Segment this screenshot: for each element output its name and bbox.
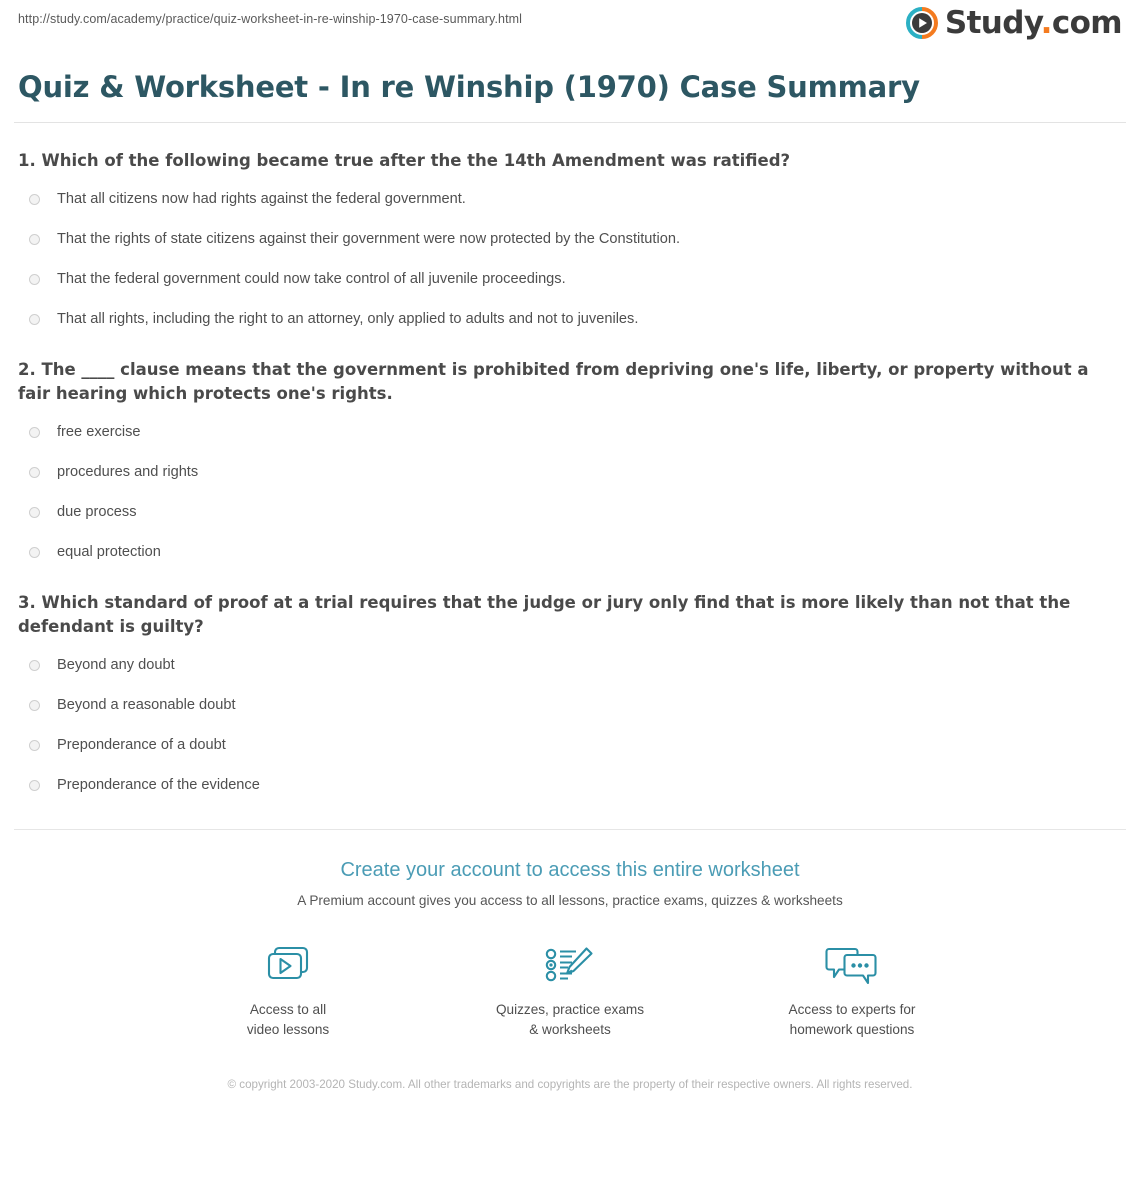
radio-button[interactable] (29, 274, 40, 285)
options-list (18, 652, 1126, 798)
option-item[interactable] (18, 772, 1126, 798)
copyright-notice: © copyright 2003-2020 Study.com. All other trademarks and copyrights are the property of their respective owners. All rights reserved. (227, 1078, 913, 1091)
feature-label-line2: video lessons (246, 1022, 330, 1037)
question-2 (18, 358, 1126, 565)
question-text: 1. Which of the following became true after the the 14th Amendment was ratified? (18, 151, 791, 170)
radio-button[interactable] (29, 427, 40, 438)
option-label: due process (57, 504, 137, 520)
option-item[interactable] (18, 306, 1126, 332)
option-item[interactable] (18, 539, 1126, 565)
quiz-pencil-icon (495, 941, 645, 991)
option-label: equal protection (57, 544, 161, 560)
feature-experts (777, 941, 927, 1040)
radio-button[interactable] (29, 660, 40, 671)
radio-button[interactable] (29, 234, 40, 245)
cta-title[interactable]: Create your account to access this entire worksheet (340, 859, 800, 881)
options-list (18, 186, 1126, 332)
feature-label (213, 1000, 363, 1040)
video-lessons-icon (213, 941, 363, 991)
option-item[interactable] (18, 419, 1126, 445)
option-label: That the rights of state citizens against their government were now protected by the Constitution. (57, 231, 680, 247)
option-label: Beyond any doubt (57, 657, 175, 673)
feature-label (495, 1000, 645, 1040)
radio-button[interactable] (29, 700, 40, 711)
radio-button[interactable] (29, 740, 40, 751)
question-text: 3. Which standard of proof at a trial requires that the judge or jury only find that is more likely than not that the defendant is guilty? (18, 593, 1071, 636)
title-divider (14, 122, 1126, 123)
feature-label-line1: Access to experts for (788, 1002, 916, 1017)
option-item[interactable] (18, 226, 1126, 252)
option-label: free exercise (57, 424, 141, 440)
radio-button[interactable] (29, 547, 40, 558)
radio-button[interactable] (29, 467, 40, 478)
radio-button[interactable] (29, 507, 40, 518)
option-item[interactable] (18, 266, 1126, 292)
feature-label-line2: homework questions (789, 1022, 915, 1037)
page-header (14, 0, 1126, 56)
option-label: Preponderance of the evidence (57, 777, 260, 793)
option-label: Beyond a reasonable doubt (57, 697, 236, 713)
questions-list (14, 149, 1126, 798)
option-label: That all rights, including the right to an attorney, only applied to adults and not to juveniles. (57, 311, 639, 327)
radio-button[interactable] (29, 780, 40, 791)
logo-wordmark (944, 4, 1122, 41)
question-text: 2. The ____ clause means that the government is prohibited from depriving one's life, liberty, or property without a fair hearing which protects one's rights. (18, 360, 1089, 403)
feature-label-line2: & worksheets (529, 1022, 611, 1037)
feature-quizzes (495, 941, 645, 1040)
option-item[interactable] (18, 652, 1126, 678)
radio-button[interactable] (29, 314, 40, 325)
page-title: Quiz & Worksheet - In re Winship (1970) Case Summary (18, 70, 920, 104)
option-item[interactable] (18, 186, 1126, 212)
question-1 (18, 149, 1126, 332)
feature-label-line1: Quizzes, practice exams (495, 1002, 645, 1017)
option-item[interactable] (18, 692, 1126, 718)
feature-label (777, 1000, 927, 1040)
option-item[interactable] (18, 499, 1126, 525)
radio-button[interactable] (29, 194, 40, 205)
create-account-cta (14, 830, 1126, 1093)
feature-label-line1: Access to all (249, 1002, 327, 1017)
option-label: That the federal government could now take control of all juvenile proceedings. (57, 271, 566, 287)
question-3 (18, 591, 1126, 798)
study-com-logo[interactable] (906, 4, 1126, 41)
option-item[interactable] (18, 732, 1126, 758)
play-circle-icon (906, 7, 938, 39)
option-label: Preponderance of a doubt (57, 737, 226, 753)
logo-text-study: Study (944, 4, 1041, 41)
feature-list (14, 941, 1126, 1040)
logo-text-com: com (1051, 4, 1122, 41)
option-item[interactable] (18, 459, 1126, 485)
option-label: procedures and rights (57, 464, 199, 480)
page-url: http://study.com/academy/practice/quiz-worksheet-in-re-winship-1970-case-summary.html (18, 12, 523, 26)
chat-bubbles-icon (777, 941, 927, 991)
option-label: That all citizens now had rights against the federal government. (57, 191, 466, 207)
cta-subtitle: A Premium account gives you access to all lessons, practice exams, quizzes & worksheets (297, 893, 843, 908)
feature-video-lessons (213, 941, 363, 1040)
options-list (18, 419, 1126, 565)
logo-dot: . (1040, 4, 1052, 41)
